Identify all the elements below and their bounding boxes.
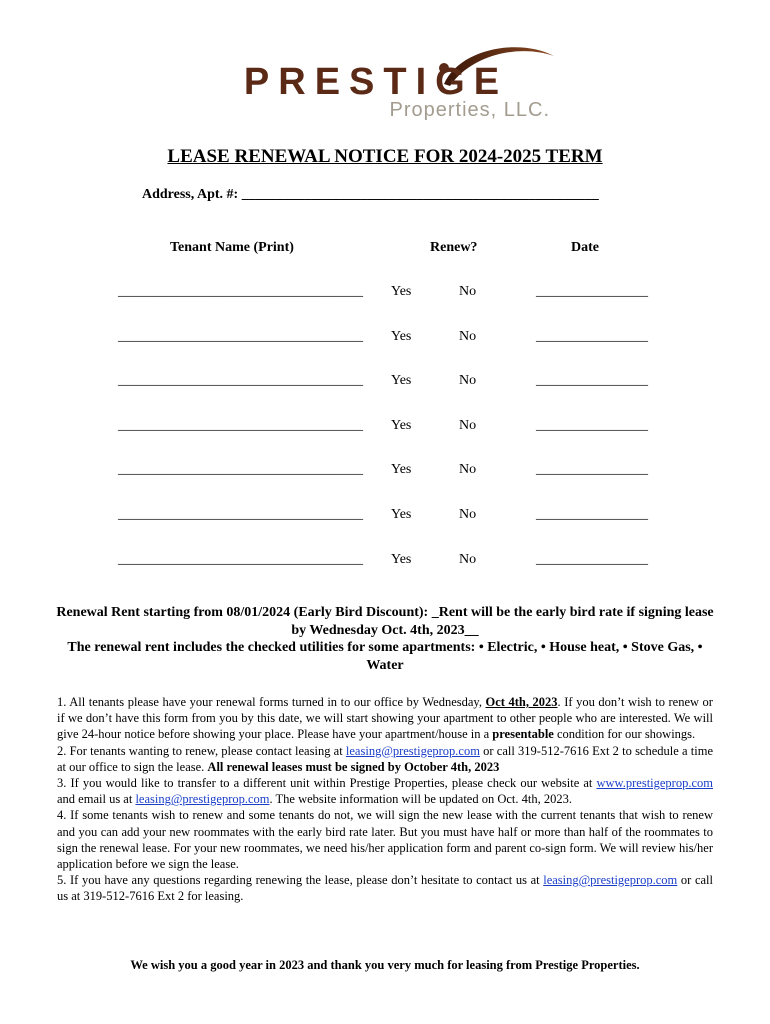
date-blank[interactable]: ________________ [536,551,648,567]
leasing-email-link[interactable]: leasing@prestigeprop.com [135,792,270,807]
date-blank[interactable]: ________________ [536,373,648,389]
tenant-name-blank[interactable]: ___________________________________ [118,284,363,299]
term-1-text-end: condition for our showings. [553,727,696,742]
leasing-email-link[interactable]: leasing@prestigeprop.com [543,873,678,888]
tenant-name-blank[interactable]: ___________________________________ [118,462,363,478]
renew-no-option[interactable]: No [459,551,477,567]
utilities-line: The renewal rent includes the checked utilities for some apartments: • Electric, • House heat, • Stove Gas, • Water [67,640,703,673]
address-field [142,187,599,203]
tenant-row [0,462,770,507]
tenant-row [0,284,770,329]
renew-yes-option[interactable]: Yes [391,551,412,567]
renew-yes-option[interactable]: Yes [391,506,412,522]
header-date: Date [571,240,599,255]
renew-no-option[interactable]: No [459,373,477,389]
tenant-rows [0,284,770,596]
logo-brand-sub: Properties, LLC. [389,99,550,121]
date-blank[interactable]: ________________ [536,506,648,522]
renew-no-option[interactable]: No [459,284,477,299]
leasing-email-link[interactable]: leasing@prestigeprop.com [345,743,480,758]
term-1-text-cont: . If you don’t wish to renew or if we don’t have this form from you by this date, we will start showing your apartment to other people who are interested. We will give 24-hour notice before showing your place. Please have your apartment/house in a [57,695,713,742]
tenant-name-blank[interactable]: ___________________________________ [118,551,363,567]
document-title: LEASE RENEWAL NOTICE FOR 2024-2025 TERM [167,146,603,167]
renew-no-option[interactable]: No [459,506,477,522]
date-blank[interactable]: ________________ [536,462,648,478]
renew-yes-option[interactable]: Yes [391,284,412,299]
term-1-bold: presentable [492,727,554,742]
renew-no-option[interactable]: No [459,462,477,478]
renew-no-option[interactable]: No [459,328,477,344]
term-2-text-cont: or call 319-512-7616 Ext 2 to schedule a time at our office to sign the lease. [57,743,713,774]
header-tenant-name: Tenant Name (Print) [170,240,294,255]
term-2-bold: All renewal leases must be signed by October 4th, 2023 [207,759,500,774]
company-logo [198,38,570,124]
terms-section [57,694,713,905]
date-blank[interactable]: ________________ [536,328,648,344]
website-link[interactable]: www.prestigeprop.com [596,776,713,791]
term-5-text: 5. If you have any questions regarding renewing the lease, please don’t hesitate to contact us at [57,873,544,888]
term-4: 4. If some tenants wish to renew and some tenants do not, we will sign the new lease with the current tenants that wish to renew and you can add your new roommates with the early bird rate later. But you must have half or more than half of the roommates to sign the renewal lease. For your new roommates, we need his/her application form and parent co-sign form. We will review his/her application before we sign the lease. [57,808,713,872]
date-blank[interactable]: ________________ [536,417,648,433]
renew-yes-option[interactable]: Yes [391,417,412,433]
renewal-rent-section [48,604,722,674]
term-1-deadline: Oct 4th, 2023 [485,695,558,709]
header-renew: Renew? [430,240,478,255]
tenant-row [0,507,770,552]
term-3-text: 3. If you would like to transfer to a different unit within Prestige Properties, please check our website at [57,776,597,791]
tenant-row [0,552,770,597]
prestige-logo-graphic [198,38,570,124]
tenant-name-blank[interactable]: ___________________________________ [118,328,363,344]
term-2-text: 2. For tenants wanting to renew, please contact leasing at [57,743,346,758]
logo-brand-name: PRESTIGE [243,61,509,103]
renew-yes-option[interactable]: Yes [391,328,412,344]
term-1-text: 1. All tenants please have your renewal forms turned in to our office by Wednesday, [57,695,486,709]
renew-yes-option[interactable]: Yes [391,462,412,478]
tenant-name-blank[interactable]: ___________________________________ [118,417,363,433]
tenant-row [0,418,770,463]
term-1 [57,694,713,743]
address-label: Address, Apt. #: [142,187,239,202]
date-blank[interactable]: ________________ [536,284,648,299]
renewal-rent-line: Renewal Rent starting from 08/01/2024 (Early Bird Discount): _Rent will be the early bird rate if signing lease by Wednesday Oct. 4th, 2023__ [56,605,714,638]
renew-no-option[interactable]: No [459,417,477,433]
term-5-text-end: or call us at 319-512-7616 Ext 2 for leasing. [57,873,713,904]
term-3 [57,775,713,807]
tenant-row [0,373,770,418]
term-2 [57,743,713,775]
renew-yes-option[interactable]: Yes [391,373,412,389]
term-5 [57,872,713,904]
tenant-row [0,329,770,374]
closing-message: We wish you a good year in 2023 and thank you very much for leasing from Prestige Properties. [130,958,640,972]
address-blank[interactable]: ___________________________________________________ [241,187,599,202]
term-3-text-cont: and email us at [57,792,136,807]
tenant-name-blank[interactable]: ___________________________________ [118,506,363,522]
tenant-name-blank[interactable]: ___________________________________ [118,373,363,389]
term-3-text-end: . The website information will be updated on Oct. 4th, 2023. [269,792,572,807]
